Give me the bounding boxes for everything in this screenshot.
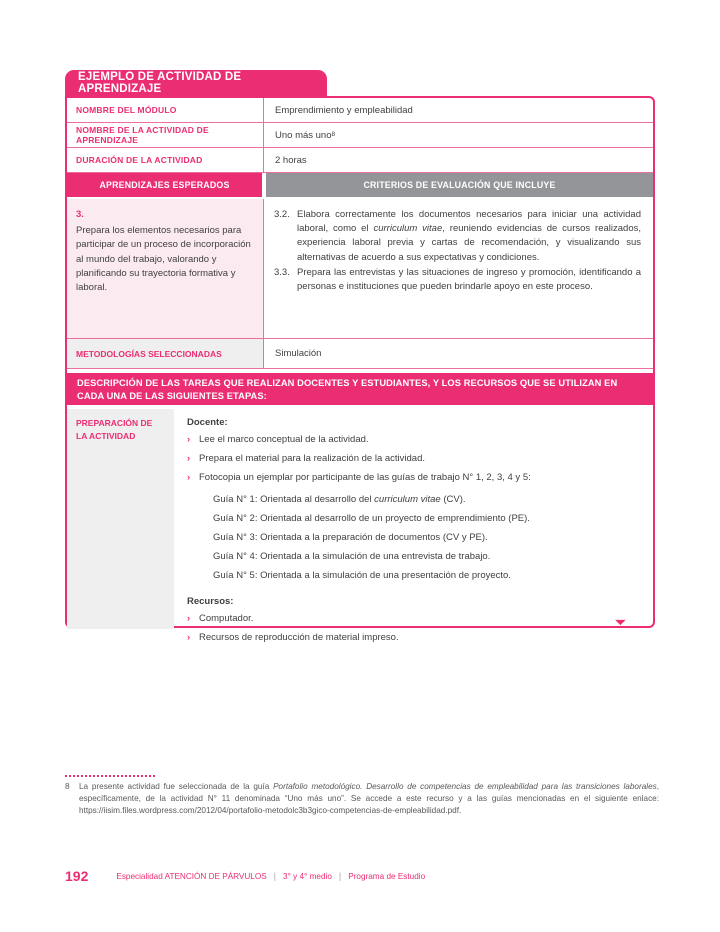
evaluation-criteria-header: CRITERIOS DE EVALUACIÓN QUE INCLUYE [266, 173, 653, 197]
footnote [65, 775, 659, 817]
footnote-separator [65, 775, 155, 777]
guide-item: Guía N° 3: Orientada a la preparación de documentos (CV y PE). [213, 532, 488, 543]
footer-program: Programa de Estudio [348, 871, 426, 881]
list-item-text: Prepara el material para la realización de la actividad. [199, 453, 426, 464]
list-item-text: Recursos de reproducción de material impreso. [199, 632, 399, 643]
recursos-heading: Recursos: [187, 596, 234, 607]
row-label: NOMBRE DE LA ACTIVIDAD DE APRENDIZAJE [67, 123, 264, 147]
page-number: 192 [65, 868, 89, 884]
guide-item: Guía N° 5: Orientada a la simulación de una presentación de proyecto. [213, 570, 511, 581]
evaluation-criteria-cell [264, 199, 653, 338]
row-label: NOMBRE DEL MÓDULO [67, 98, 264, 122]
criterion-item [274, 266, 641, 294]
criterion-number: 3.2. [274, 209, 290, 220]
criterion-text: Prepara las entrevistas y las situaciones de ingreso y promoción, identificando a personas e instituciones que pueden brindarle apoyo en este proceso. [297, 266, 641, 293]
table-row-methodology [67, 339, 653, 369]
row-value: 2 horas [275, 154, 307, 166]
footnote-italic-title: Portafolio metodológico. Desarrollo de competencias de empleabilidad para las transiciones laborales [273, 782, 657, 791]
docente-heading: Docente: [187, 417, 228, 428]
criterion-italic-term: curriculum vitae [373, 223, 443, 235]
bullet-icon: › [187, 453, 191, 464]
column-headers-row [67, 173, 653, 199]
table-row-activity-name [67, 123, 653, 148]
bullet-icon: › [187, 632, 191, 643]
preparation-stage-row [67, 409, 653, 643]
row-label: DURACIÓN DE LA ACTIVIDAD [67, 148, 264, 172]
guide-italic-term: curriculum vitae [374, 494, 441, 505]
continuation-arrow-icon: ▼ [611, 617, 630, 627]
table-row-module-name [67, 98, 653, 123]
list-item-text: Fotocopia un ejemplar por participante de las guías de trabajo N° 1, 2, 3, 4 y 5: [199, 472, 531, 483]
list-item [187, 631, 639, 645]
bullet-icon: › [187, 613, 191, 624]
expected-learning-number: 3. [76, 209, 84, 220]
activity-table [65, 96, 655, 643]
row-value: Simulación [275, 348, 322, 359]
list-item-text: Lee el marco conceptual de la actividad. [199, 434, 369, 445]
expected-learning-cell [67, 199, 264, 338]
table-row-duration [67, 148, 653, 173]
footnote-text: La presente actividad fue seleccionada de la guía Portafolio metodológico. Desarrollo de competencias de empleabilidad para las transiciones laborales, específicamente, de la actividad N° 11 denominada “Uno más uno”. Se accede a este recurso y a las guías mencionadas en el siguiente enlace: https://iisim.files.wordpress.com/2012/04/portafolio-metodolc3b3gico-competencias-de-empleabilidad.pdf. [79, 782, 659, 815]
learning-criteria-row [67, 199, 653, 339]
criterion-number: 3.3. [274, 266, 290, 278]
criterion-item [274, 208, 641, 265]
row-label: METODOLOGÍAS SELECCIONADAS [67, 339, 264, 368]
activity-title: EJEMPLO DE ACTIVIDAD DE APRENDIZAJE [78, 71, 242, 95]
criterion-text: Elabora correctamente los documentos necesarios para iniciar una actividad laboral, como el curriculum vitae, reuniendo evidencias de cursos realizados, experiencia laboral previa y cartas de recomendación, y visualizando sus alternativas de acuerdo a sus expectativas y condiciones. [297, 209, 641, 263]
page-footer [65, 868, 659, 884]
footer-separator: | [273, 871, 277, 881]
guide-item: Guía N° 2: Orientada al desarrollo de un proyecto de emprendimiento (PE). [213, 513, 530, 524]
stage-label: PREPARACIÓN DE LA ACTIVIDAD [67, 409, 174, 629]
list-item [187, 433, 639, 447]
footnote-number: 8 [65, 782, 70, 791]
footer-grade: 3° y 4° medio [283, 871, 332, 881]
list-item [187, 471, 639, 485]
list-item [187, 612, 639, 626]
footer-separator: | [338, 871, 342, 881]
bullet-icon: › [187, 472, 191, 483]
activity-title-banner [65, 70, 327, 96]
expected-learning-text: Prepara los elementos necesarios para participar de un proceso de incorporación al mundo del trabajo, valorando y planificando su trayectoria formativa y laboral. [76, 225, 251, 294]
recursos-section [187, 596, 639, 645]
expected-learning-header: APRENDIZAJES ESPERADOS [67, 173, 262, 197]
guide-item: Guía N° 4: Orientada a la simulación de una entrevista de trabajo. [213, 551, 491, 562]
stage-content [174, 409, 653, 643]
footnote-url: https://iisim.files.wordpress.com/2012/04/portafolio-metodolc3b3gico-competencias-de-empleabilidad.pdf. [79, 806, 462, 815]
row-value: Emprendimiento y empleabilidad [275, 104, 413, 116]
bullet-icon: › [187, 434, 191, 445]
tasks-description-banner: DESCRIPCIÓN DE LAS TAREAS QUE REALIZAN DOCENTES Y ESTUDIANTES, Y LOS RECURSOS QUE SE UTILIZAN EN CADA UNA DE LAS SIGUIENTES ETAPAS: [67, 373, 653, 405]
row-value: Uno más uno 8 [275, 129, 336, 141]
footer-specialty: Especialidad ATENCIÓN DE PÁRVULOS [116, 871, 267, 881]
list-item [187, 452, 639, 466]
list-item-text: Computador. [199, 613, 254, 624]
guide-item: Guía N° 1: Orientada al desarrollo del curriculum vitae (CV). [213, 494, 466, 505]
